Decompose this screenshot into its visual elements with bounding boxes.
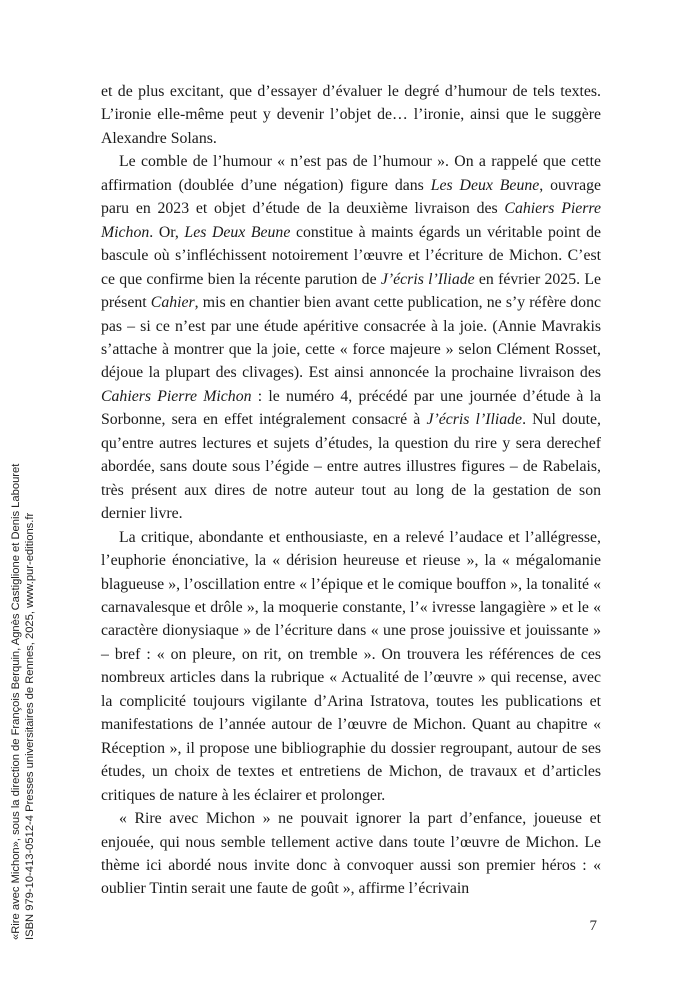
text-run: . Or, xyxy=(149,223,185,241)
text-run: « Rire avec Michon » ne pouvait ignorer la part d’enfance, joueuse et enjouée, qui nous semble tellement active dans toute l’œuvre de Michon. Le thème ici abordé nous invite donc à convoquer aussi son premier héros : « oublier Tintin serait une faute de goût », affirme l’écrivain xyxy=(101,810,601,898)
text-run: , mis en chantier bien avant cette publication, ne s’y réfère donc pas – si ce n’est par une étude apéritive consacrée à la joie. (Annie Mavrakis s’attache à montrer que la joie, cette « force majeure » selon Clément Rosset, déjoue la plupart des clivages). Est ainsi annoncée la prochaine livraison des xyxy=(101,294,601,382)
paragraph-1 xyxy=(101,80,601,150)
text-run: en février 2025. Le présent xyxy=(101,270,601,312)
side-credit-line-2: ISBN 979-10-413-0512-4 Presses universitaires de Rennes, 2025, www.pur-editions.fr xyxy=(23,512,36,940)
italic-title: Cahiers Pierre Michon xyxy=(101,387,252,405)
text-run: Le comble de l’humour « n’est pas de l’humour ». On a rappelé que cette affirmation (doublée d’une négation) figure dans xyxy=(101,153,601,194)
page-number: 7 xyxy=(589,918,597,934)
italic-title: J’écris l’Iliade xyxy=(426,411,523,429)
paragraph-2 xyxy=(101,150,601,525)
text-run: et de plus excitant, que d’essayer d’évaluer le degré d’humour de tels textes. L’ironie elle-même peut y devenir l’objet de… l’ironie, ainsi que le suggère Alexandre Solans. xyxy=(101,83,601,147)
text-run: La critique, abondante et enthousiaste, en a relevé l’audace et l’allégresse, l’euphorie énonciative, la « dérision heureuse et rieuse », la « mégalomanie blagueuse », l’oscillation entre « l’épique et le comique bouffon », la tonalité « carnavalesque et drôle », la moquerie constante, l’« ivresse langagière » et le « caractère dionysiaque » de l’écriture dans « une prose jouissive et jouissante » – bref : « on pleure, on rit, on tremble ». On trouvera les références de ces nombreux articles dans la rubrique « Actualité de l’œuvre » qui recense, avec la complicité toujours vigilante d’Arina Istratova, toutes les publications et manifestations de l’année autour de l’œuvre de Michon. Quant au chapitre « Réception », il propose une bibliographie du dossier regroupant, autour de ses études, un choix de textes et entretiens de Michon, de travaux et d’articles critiques de nature à les éclairer et prolonger. xyxy=(101,528,601,804)
italic-title: Cahier xyxy=(150,294,195,312)
side-credit xyxy=(10,140,50,940)
text-run: : le numéro 4, précédé par une journée d’étude à la Sorbonne, sera en effet intégralement consacré à xyxy=(101,387,602,429)
side-credit-line-1: «Rire avec Michon», sous la direction de François Berquin, Agnès Castiglione et Denis Labouret xyxy=(10,463,22,940)
text-run: constitue à maints égards un véritable point de bascule où s’infléchissent notoirement l’œuvre et l’écriture de Michon. C’est ce que confirme bien la récente parution de xyxy=(101,223,601,288)
italic-title: Les Deux Beune xyxy=(184,223,291,241)
italic-title: Cahiers Pierre Michon xyxy=(101,200,601,241)
italic-title: J’écris l’Iliade xyxy=(380,270,475,288)
italic-title: Les Deux Beune xyxy=(430,176,540,194)
text-run: . Nul doute, qu’entre autres lectures et sujets d’études, la question du rire y sera derechef abordée, sans doute sous l’égide – entre autres illustres figures – de Rabelais, très présent aux dires de notre auteur tout au long de la gestation de son dernier livre. xyxy=(101,411,601,523)
paragraph-3 xyxy=(101,526,601,807)
paragraph-4 xyxy=(101,807,601,901)
body-text xyxy=(101,80,601,901)
text-run: , ouvrage paru en 2023 et objet d’étude de la deuxième livraison des xyxy=(101,176,601,218)
